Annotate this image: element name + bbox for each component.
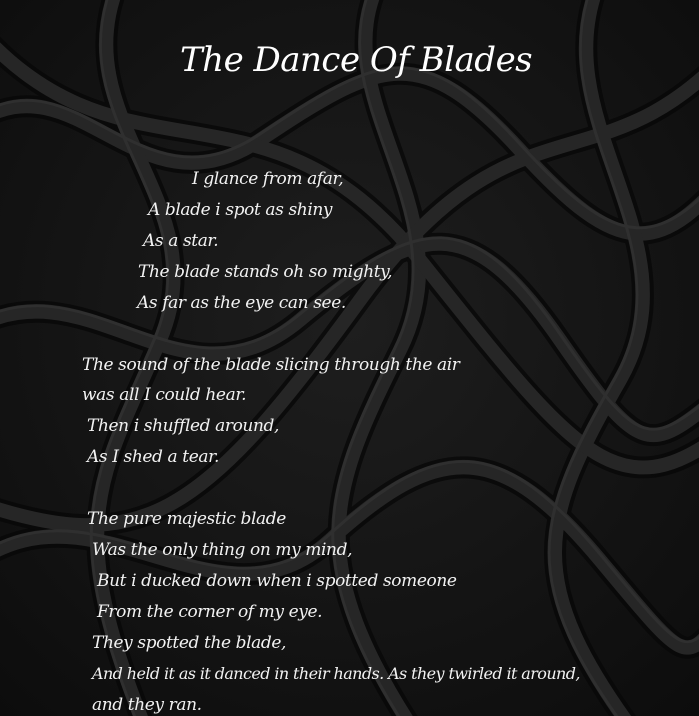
poem-line: and they ran. (92, 695, 202, 715)
poem-line: Then i shuffled around, (87, 416, 280, 436)
poem-line: But i ducked down when i spotted someone (97, 571, 457, 591)
poem-line: As a star. (143, 231, 219, 251)
poem-line: Was the only thing on my mind, (92, 540, 353, 560)
poem-line: As far as the eye can see. (137, 293, 346, 313)
poem-line: And held it as it danced in their hands. As they twirled it around, (92, 664, 580, 683)
poem-line: I glance from afar, (192, 169, 344, 189)
poem-line: The sound of the blade slicing through the air (82, 355, 460, 375)
poem-line: As I shed a tear. (87, 447, 219, 467)
poem-line: They spotted the blade, (92, 633, 287, 653)
poem-line: The blade stands oh so mighty, (138, 262, 393, 282)
poem-line: From the corner of my eye. (97, 602, 323, 622)
poem-line: A blade i spot as shiny (148, 200, 333, 220)
poem-title: The Dance Of Blades (180, 40, 533, 80)
poem-line: The pure majestic blade (87, 509, 286, 529)
poem-line: was all I could hear. (82, 385, 247, 405)
